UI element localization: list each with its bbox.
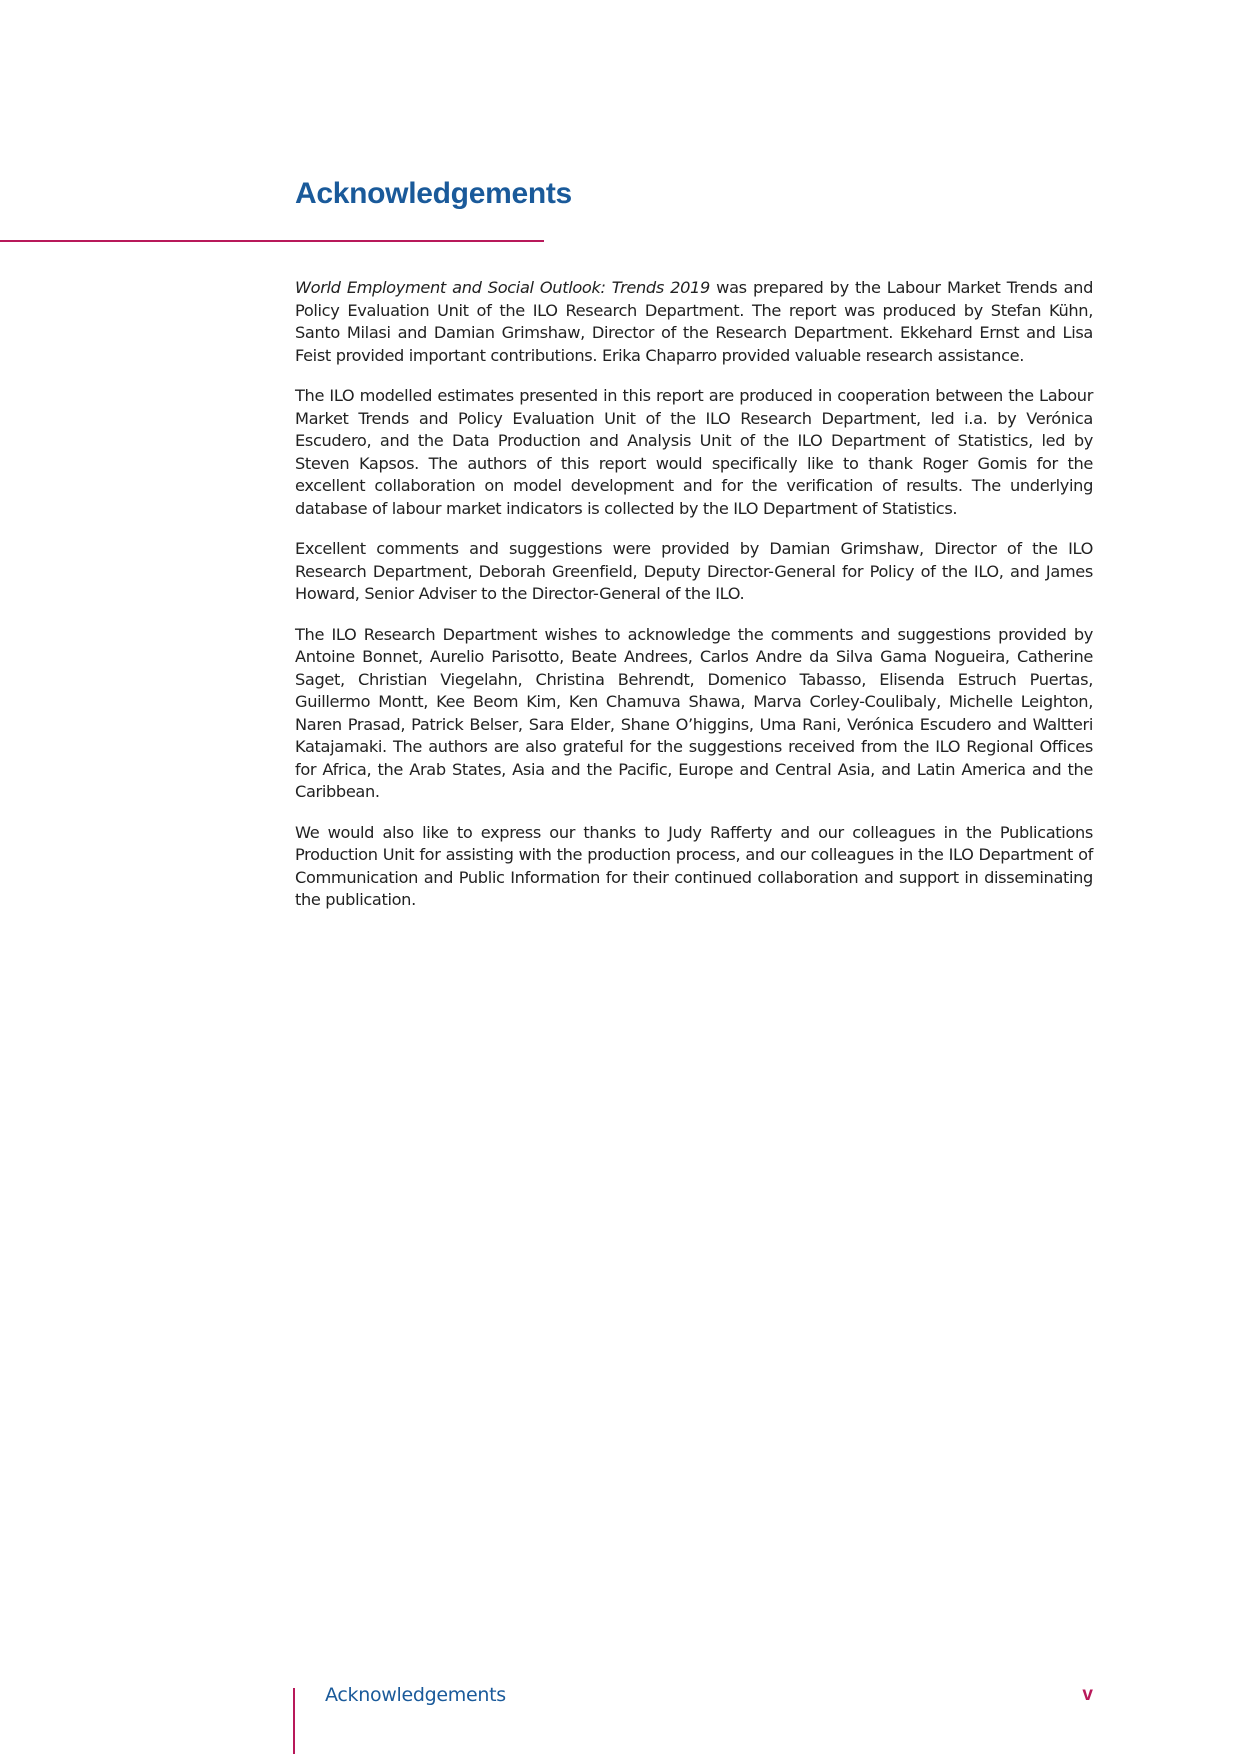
paragraph-1-text: was prepared by the Labour Market Trends and Policy Evaluation Unit of the ILO Research Department. The report was produced by Stefan Kühn, Santo Milasi and Damian Grimshaw, Director of the Research Department. Ekkehard Ernst and Lisa Feist provided important contributions. Erika Chaparro provided valuable research assistance. <box>295 278 1093 365</box>
footer-vertical-rule <box>293 1688 295 1754</box>
paragraph-2: The ILO modelled estimates presented in this report are produced in cooperation between the Labour Market Trends and Policy Evaluation Unit of the ILO Research Department, led i.a. by Verónica Escudero, and the Data Production and Analysis Unit of the ILO Department of Statistics, led by Steven Kapsos. The authors of this report would specifically like to thank Roger Gomis for the excellent collaboration on model development and for the verification of results. The underlying database of labour market indicators is collected by the ILO Department of Statistics. <box>295 386 1093 518</box>
body-text <box>295 277 1093 930</box>
paragraph-5: We would also like to express our thanks to Judy Rafferty and our colleagues in the Publications Production Unit for assisting with the production process, and our colleagues in the ILO Department of Communication and Public Information for their continued collaboration and support in disseminating the publication. <box>295 822 1093 909</box>
report-title-italic: World Employment and Social Outlook: Trends 2019 <box>295 278 710 297</box>
paragraph-4: The ILO Research Department wishes to acknowledge the comments and suggestions provided by Antoine Bonnet, Aurelio Parisotto, Beate Andrees, Carlos Andre da Silva Gama Nogueira, Catherine Saget, Christian Viegelahn, Christina Behrendt, Domenico Tabasso, Elisenda Estruch Puertas, Guillermo Montt, Kee Beom Kim, Ken Chamuva Shawa, Marva Corley-Coulibaly, Michelle Leighton, Naren Prasad, Patrick Belser, Sara Elder, Shane O’higgins, Uma Rani, Verónica Escudero and Waltteri Katajamaki. The authors are also grateful for the suggestions received from the ILO Regional Offices for Africa, the Arab States, Asia and the Pacific, Europe and Central Asia, and Latin America and the Caribbean. <box>295 624 1093 801</box>
title-underline-rule <box>0 240 544 242</box>
footer-section-label: Acknowledgements <box>325 1684 506 1706</box>
paragraph-3: Excellent comments and suggestions were provided by Damian Grimshaw, Director of the ILO Research Department, Deborah Greenfield, Deputy Director-General for Policy of the ILO, and James Howard, Senior Adviser to the Director-General of the ILO. <box>295 539 1093 603</box>
page-number: v <box>1082 1684 1093 1705</box>
paragraph-1 <box>295 277 1093 367</box>
page-title: Acknowledgements <box>295 177 572 210</box>
